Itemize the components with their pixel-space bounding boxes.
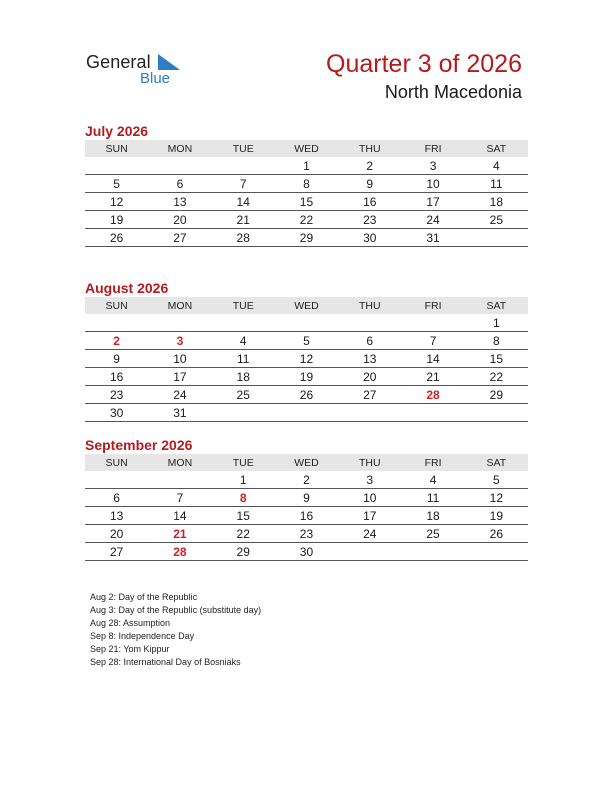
month-title: August 2026 (85, 280, 169, 296)
weekday-header: WED (275, 297, 338, 314)
weekday-header: TUE (212, 454, 275, 471)
day-cell: 8 (212, 489, 275, 507)
week-row (85, 386, 528, 404)
day-cell: 1 (465, 314, 528, 332)
empty-day-cell (401, 404, 464, 422)
day-cell: 28 (148, 543, 211, 561)
day-cell: 15 (465, 350, 528, 368)
weekday-header: FRI (401, 140, 464, 157)
empty-day-cell (401, 314, 464, 332)
day-cell: 3 (401, 157, 464, 175)
holiday-note: Aug 28: Assumption (90, 618, 171, 629)
weekday-header: WED (275, 454, 338, 471)
day-cell: 11 (212, 350, 275, 368)
day-cell: 28 (401, 386, 464, 404)
day-cell: 13 (85, 507, 148, 525)
logo-text-general: General (86, 52, 151, 72)
empty-day-cell (85, 157, 148, 175)
day-cell: 4 (401, 471, 464, 489)
day-cell: 5 (465, 471, 528, 489)
weekday-header: FRI (401, 454, 464, 471)
day-cell: 9 (275, 489, 338, 507)
day-cell: 7 (212, 175, 275, 193)
holiday-note: Sep 8: Independence Day (90, 631, 195, 642)
day-cell: 19 (465, 507, 528, 525)
empty-day-cell (401, 543, 464, 561)
day-cell: 25 (401, 525, 464, 543)
month-calendar-table (85, 454, 528, 561)
weekday-header: SAT (465, 454, 528, 471)
day-cell: 5 (85, 175, 148, 193)
day-cell: 31 (148, 404, 211, 422)
day-cell: 11 (401, 489, 464, 507)
empty-day-cell (212, 314, 275, 332)
week-row (85, 211, 528, 229)
day-cell: 11 (465, 175, 528, 193)
empty-day-cell (338, 404, 401, 422)
day-cell: 28 (212, 229, 275, 247)
day-cell: 23 (338, 211, 401, 229)
day-cell: 12 (275, 350, 338, 368)
day-cell: 20 (148, 211, 211, 229)
day-cell: 21 (212, 211, 275, 229)
month-calendar-table (85, 297, 528, 422)
country-name: North Macedonia (384, 82, 522, 102)
day-cell: 12 (85, 193, 148, 211)
day-cell: 8 (275, 175, 338, 193)
week-row (85, 229, 528, 247)
week-row (85, 175, 528, 193)
week-row (85, 525, 528, 543)
week-row (85, 543, 528, 561)
day-cell: 2 (275, 471, 338, 489)
month-block-august (85, 279, 528, 422)
day-cell: 14 (212, 193, 275, 211)
day-cell: 18 (401, 507, 464, 525)
day-cell: 30 (275, 543, 338, 561)
day-cell: 25 (465, 211, 528, 229)
day-cell: 29 (212, 543, 275, 561)
empty-day-cell (85, 314, 148, 332)
weekday-header: THU (338, 454, 401, 471)
generalblue-logo (86, 52, 196, 92)
weekday-header: MON (148, 297, 211, 314)
day-cell: 16 (85, 368, 148, 386)
day-cell: 22 (212, 525, 275, 543)
day-cell: 16 (338, 193, 401, 211)
day-cell: 27 (85, 543, 148, 561)
day-cell: 19 (85, 211, 148, 229)
holiday-note: Aug 3: Day of the Republic (substitute day) (90, 605, 262, 616)
day-cell: 23 (275, 525, 338, 543)
week-row (85, 157, 528, 175)
week-row (85, 332, 528, 350)
day-cell: 14 (148, 507, 211, 525)
weekday-header: SUN (85, 297, 148, 314)
weekday-header: TUE (212, 297, 275, 314)
day-cell: 7 (401, 332, 464, 350)
day-cell: 30 (338, 229, 401, 247)
empty-day-cell (85, 471, 148, 489)
day-cell: 20 (338, 368, 401, 386)
day-cell: 4 (465, 157, 528, 175)
week-row (85, 314, 528, 332)
day-cell: 13 (148, 193, 211, 211)
weekday-header: MON (148, 140, 211, 157)
day-cell: 24 (148, 386, 211, 404)
day-cell: 10 (338, 489, 401, 507)
quarter-title: Quarter 3 of 2026 (326, 50, 522, 78)
day-cell: 21 (148, 525, 211, 543)
weekday-header: THU (338, 297, 401, 314)
weekday-header: SAT (465, 297, 528, 314)
month-block-july (85, 122, 528, 247)
week-row (85, 350, 528, 368)
day-cell: 27 (338, 386, 401, 404)
day-cell: 3 (338, 471, 401, 489)
day-cell: 19 (275, 368, 338, 386)
day-cell: 30 (85, 404, 148, 422)
day-cell: 5 (275, 332, 338, 350)
day-cell: 1 (212, 471, 275, 489)
weekday-header: THU (338, 140, 401, 157)
day-cell: 9 (338, 175, 401, 193)
day-cell: 14 (401, 350, 464, 368)
day-cell: 6 (338, 332, 401, 350)
day-cell: 29 (465, 386, 528, 404)
day-cell: 2 (338, 157, 401, 175)
empty-day-cell (148, 157, 211, 175)
month-block-september (85, 436, 528, 561)
weekday-header: TUE (212, 140, 275, 157)
weekday-header: FRI (401, 297, 464, 314)
day-cell: 26 (465, 525, 528, 543)
weekday-header: SAT (465, 140, 528, 157)
day-cell: 22 (465, 368, 528, 386)
week-row (85, 193, 528, 211)
day-cell: 24 (338, 525, 401, 543)
holiday-note: Sep 28: International Day of Bosniaks (90, 657, 241, 668)
day-cell: 21 (401, 368, 464, 386)
week-row (85, 507, 528, 525)
holiday-notes (90, 591, 261, 670)
holiday-note: Aug 2: Day of the Republic (90, 592, 198, 602)
day-cell: 24 (401, 211, 464, 229)
month-title: July 2026 (85, 123, 149, 139)
empty-day-cell (275, 404, 338, 422)
day-cell: 18 (465, 193, 528, 211)
month-calendar-table (85, 140, 528, 247)
holiday-note: Sep 21: Yom Kippur (90, 644, 170, 655)
day-cell: 26 (85, 229, 148, 247)
day-cell: 22 (275, 211, 338, 229)
day-cell: 15 (275, 193, 338, 211)
day-cell: 15 (212, 507, 275, 525)
logo-text-blue: Blue (140, 70, 171, 87)
empty-day-cell (465, 543, 528, 561)
day-cell: 25 (212, 386, 275, 404)
day-cell: 4 (212, 332, 275, 350)
day-cell: 17 (401, 193, 464, 211)
weekday-header: SUN (85, 140, 148, 157)
day-cell: 3 (148, 332, 211, 350)
weekday-header: MON (148, 454, 211, 471)
day-cell: 6 (148, 175, 211, 193)
day-cell: 18 (212, 368, 275, 386)
day-cell: 10 (401, 175, 464, 193)
empty-day-cell (338, 543, 401, 561)
day-cell: 27 (148, 229, 211, 247)
day-cell: 29 (275, 229, 338, 247)
empty-day-cell (148, 314, 211, 332)
day-cell: 8 (465, 332, 528, 350)
week-row (85, 368, 528, 386)
week-row (85, 471, 528, 489)
empty-day-cell (212, 404, 275, 422)
day-cell: 26 (275, 386, 338, 404)
day-cell: 31 (401, 229, 464, 247)
day-cell: 17 (148, 368, 211, 386)
weekday-header: SUN (85, 454, 148, 471)
empty-day-cell (465, 404, 528, 422)
day-cell: 17 (338, 507, 401, 525)
empty-day-cell (338, 314, 401, 332)
empty-day-cell (465, 229, 528, 247)
week-row (85, 404, 528, 422)
day-cell: 20 (85, 525, 148, 543)
week-row (85, 489, 528, 507)
weekday-header: WED (275, 140, 338, 157)
day-cell: 23 (85, 386, 148, 404)
day-cell: 7 (148, 489, 211, 507)
empty-day-cell (212, 157, 275, 175)
empty-day-cell (148, 471, 211, 489)
day-cell: 13 (338, 350, 401, 368)
day-cell: 16 (275, 507, 338, 525)
day-cell: 12 (465, 489, 528, 507)
month-title: September 2026 (85, 437, 193, 453)
day-cell: 2 (85, 332, 148, 350)
day-cell: 9 (85, 350, 148, 368)
day-cell: 6 (85, 489, 148, 507)
day-cell: 1 (275, 157, 338, 175)
day-cell: 10 (148, 350, 211, 368)
empty-day-cell (275, 314, 338, 332)
